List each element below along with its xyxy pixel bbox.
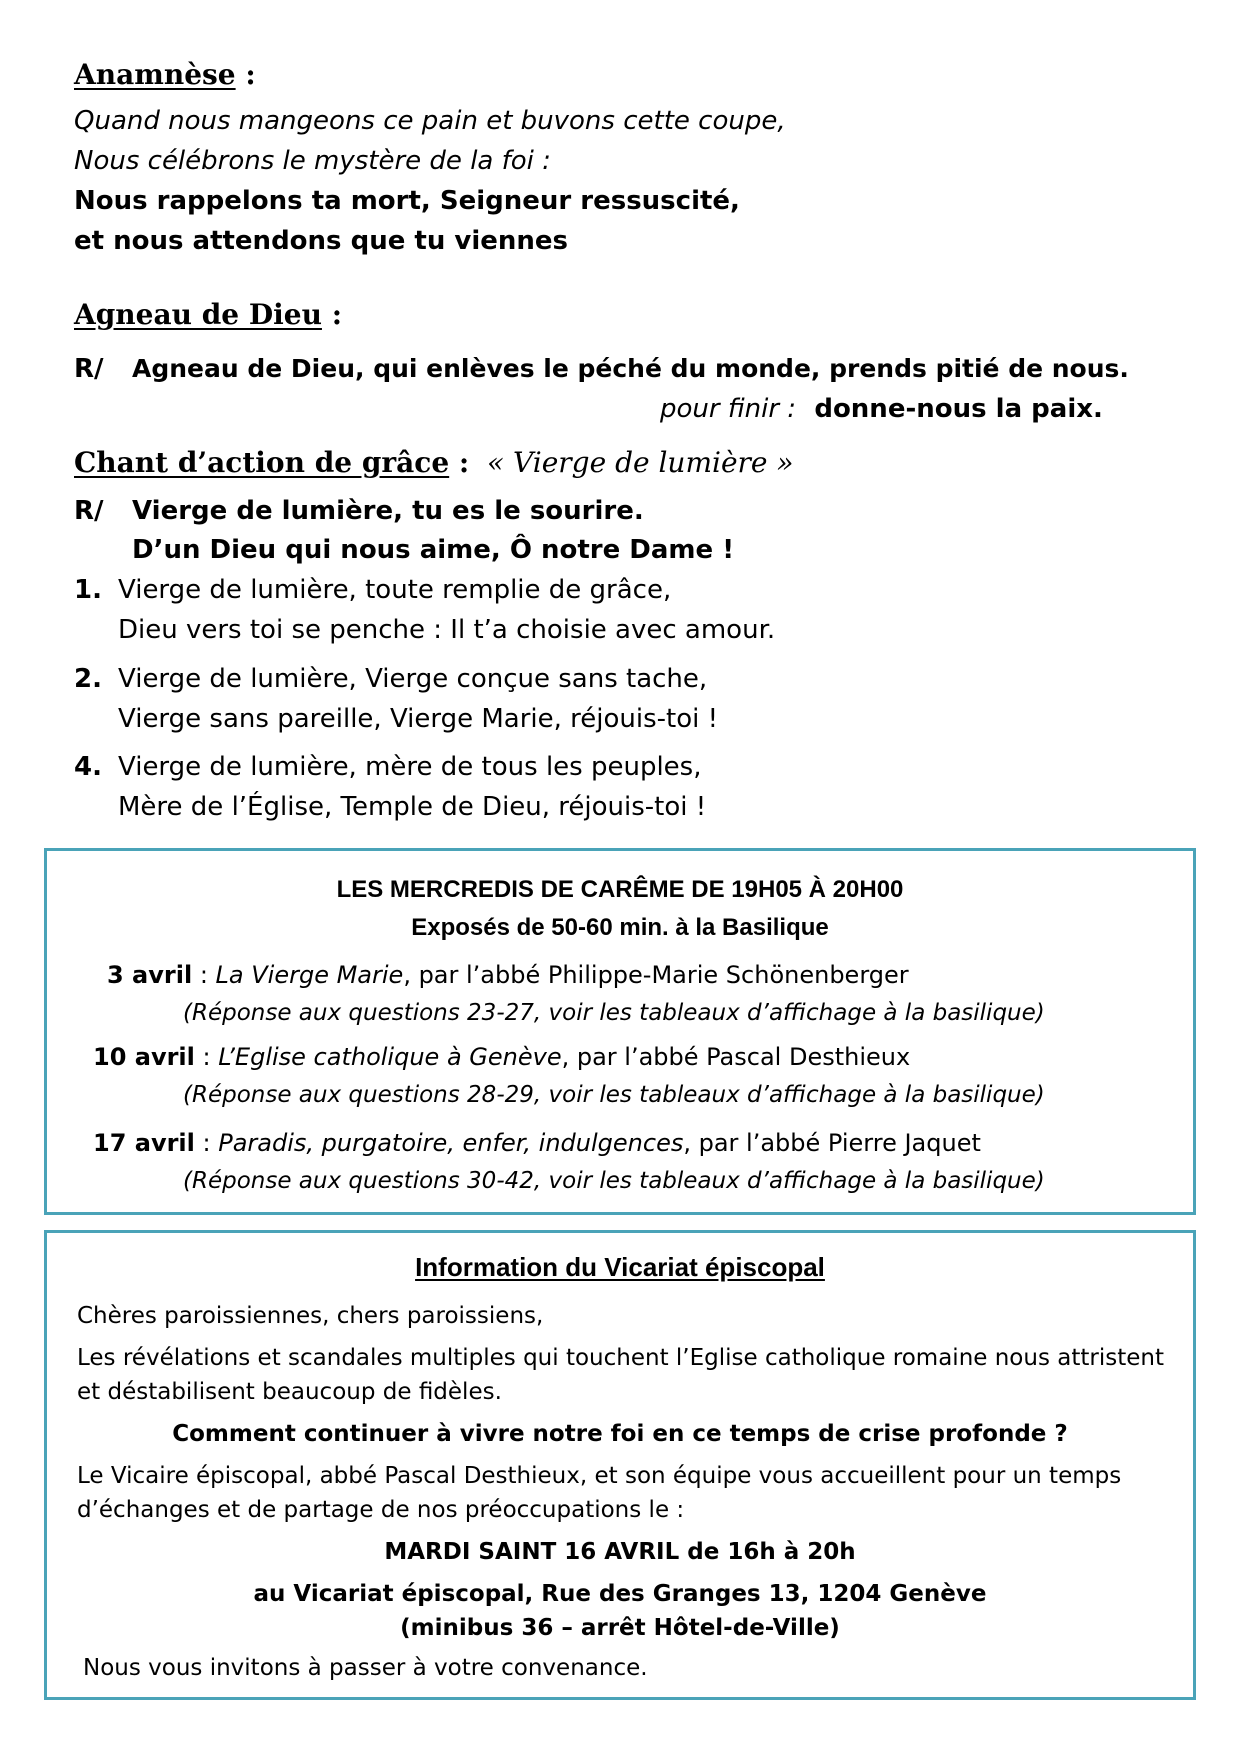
action-grace-subtitle: « Vierge de lumière »	[487, 446, 794, 479]
agneau-refrain: Agneau de Dieu, qui enlèves le péché du monde, prends pitié de nous.	[132, 354, 1129, 383]
action-grace-r-label: R/	[74, 496, 104, 526]
vicariat-transport: (minibus 36 – arrêt Hôtel-de-Ville)	[400, 1615, 840, 1641]
action-grace-heading: Chant d’action de grâce	[74, 446, 450, 479]
agneau-colon: :	[321, 298, 343, 331]
anamnese-line-4: et nous attendons que tu viennes	[74, 226, 568, 256]
verse-number: 4.	[74, 752, 102, 782]
verse-number: 1.	[74, 575, 102, 605]
event-note: (Réponse aux questions 30-42, voir les tableaux d’affichage à la basilique)	[183, 1168, 1045, 1194]
anamnese-colon: :	[235, 58, 256, 91]
action-grace-refrain-1: Vierge de lumière, tu es le sourire.	[132, 496, 644, 526]
event-date: 10 avril	[93, 1043, 195, 1071]
agneau-r-label: R/	[74, 354, 104, 384]
verse-number: 2.	[74, 664, 102, 694]
agneau-ending-text: donne-nous la paix.	[814, 394, 1103, 424]
agneau-heading-line	[74, 298, 342, 332]
agneau-heading: Agneau de Dieu	[74, 298, 322, 331]
event-note: (Réponse aux questions 23-27, voir les tableaux d’affichage à la basilique)	[183, 1000, 1045, 1026]
vicariat-para1-line2: et déstabilisent beaucoup de fidèles.	[77, 1379, 502, 1405]
vicariat-title-wrap	[47, 1251, 1193, 1283]
vicariat-where: au Vicariat épiscopal, Rue des Granges 13, 1204 Genève	[253, 1581, 987, 1607]
verse-3-line-1: Vierge de lumière, mère de tous les peuples,	[118, 752, 702, 782]
careme-subtitle: Exposés de 50-60 min. à la Basilique	[411, 914, 829, 941]
event-sep: :	[194, 1129, 219, 1157]
anamnese-heading-line	[74, 58, 256, 92]
event-date: 17 avril	[93, 1129, 195, 1157]
event-sep: :	[192, 961, 216, 989]
vicariat-para2-line1: Le Vicaire épiscopal, abbé Pascal Desthieux, et son équipe vous accueillent pour un temps	[77, 1463, 1122, 1489]
anamnese-line-1: Quand nous mangeons ce pain et buvons cette coupe,	[74, 106, 786, 136]
event-topic: L’Eglise catholique à Genève	[218, 1043, 562, 1071]
anamnese-line-3: Nous rappelons ta mort, Seigneur ressuscité,	[74, 186, 740, 216]
vicariat-greeting: Chères paroissiennes, chers paroissiens,	[77, 1303, 544, 1329]
verse-1-line-2: Dieu vers toi se penche : Il t’a choisie avec amour.	[118, 615, 776, 645]
vicariat-box	[44, 1230, 1196, 1700]
agneau-ending	[660, 392, 1103, 426]
vicariat-para2-line2: d’échanges et de partage de nos préoccupations le :	[77, 1497, 685, 1523]
vicariat-closing: Nous vous invitons à passer à votre convenance.	[83, 1655, 648, 1681]
careme-box	[44, 848, 1196, 1215]
vicariat-when: MARDI SAINT 16 AVRIL de 16h à 20h	[384, 1539, 856, 1565]
careme-event	[107, 959, 909, 991]
event-topic: Paradis, purgatoire, enfer, indulgences	[218, 1129, 684, 1157]
action-grace-refrain-2: D’un Dieu qui nous aime, Ô notre Dame !	[132, 535, 735, 565]
event-speaker: , par l’abbé Pascal Desthieux	[561, 1043, 911, 1071]
event-topic: La Vierge Marie	[215, 961, 404, 989]
vicariat-para1-line1: Les révélations et scandales multiples qui touchent l’Eglise catholique romaine nous attristent	[77, 1345, 1164, 1371]
careme-event	[93, 1127, 981, 1159]
event-speaker: , par l’abbé Pierre Jaquet	[683, 1129, 981, 1157]
anamnese-heading: Anamnèse	[74, 58, 236, 91]
agneau-ending-label: pour finir :	[660, 394, 797, 424]
verse-1-line-1: Vierge de lumière, toute remplie de grâce,	[118, 575, 672, 605]
event-date: 3 avril	[107, 961, 193, 989]
verse-2-line-1: Vierge de lumière, Vierge conçue sans tache,	[118, 664, 708, 694]
verse-3-line-2: Mère de l’Église, Temple de Dieu, réjouis-toi !	[118, 792, 707, 822]
event-note: (Réponse aux questions 28-29, voir les tableaux d’affichage à la basilique)	[183, 1082, 1045, 1108]
event-speaker: , par l’abbé Philippe-Marie Schönenberger	[403, 961, 909, 989]
action-grace-heading-line	[74, 446, 794, 480]
vicariat-title: Information du Vicariat épiscopal	[415, 1252, 825, 1282]
careme-event	[93, 1041, 910, 1073]
careme-title: LES MERCREDIS DE CARÊME DE 19H05 À 20H00	[336, 876, 904, 903]
verse-2-line-2: Vierge sans pareille, Vierge Marie, réjouis-toi !	[118, 704, 719, 734]
anamnese-line-2: Nous célébrons le mystère de la foi :	[74, 146, 551, 176]
event-sep: :	[194, 1043, 219, 1071]
action-grace-colon: :	[449, 446, 470, 479]
vicariat-question: Comment continuer à vivre notre foi en ce temps de crise profonde ?	[172, 1421, 1068, 1447]
